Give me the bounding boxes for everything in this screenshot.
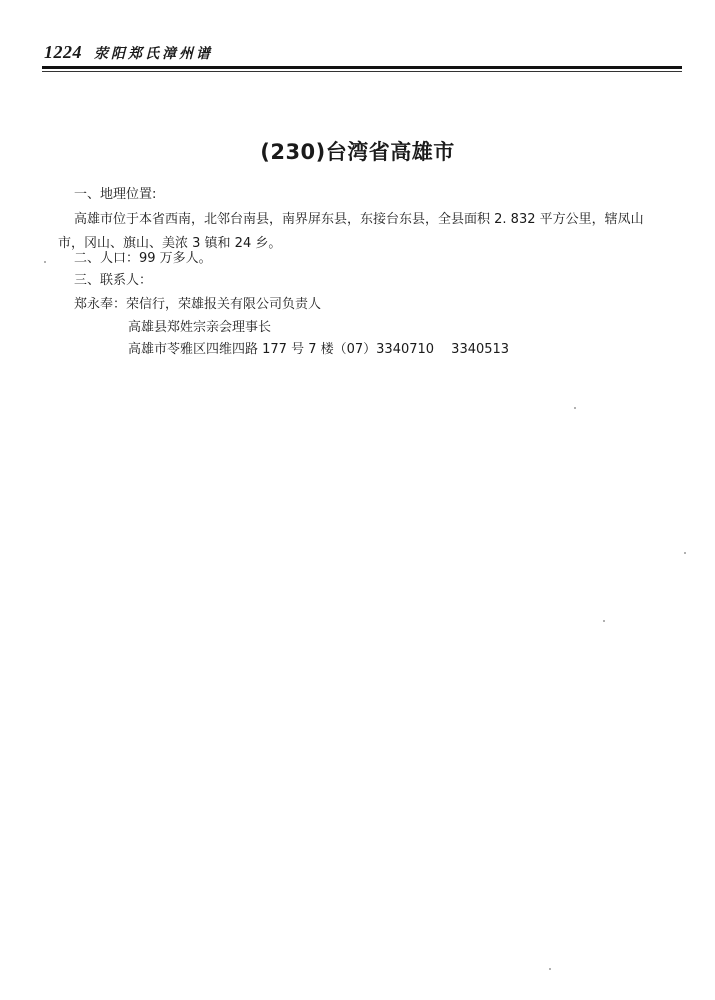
book-title: 荥阳郑氏漳州谱	[94, 46, 213, 62]
header-rule-thick	[42, 66, 682, 69]
section-title: (230)台湾省高雄市	[260, 140, 455, 164]
contacts-heading: 三、联系人：	[74, 273, 153, 288]
page-number: 1224	[44, 42, 82, 62]
header-rule-thin	[42, 71, 682, 72]
location-heading: 一、地理位置:	[74, 187, 157, 202]
scan-speck	[574, 407, 576, 409]
running-header	[44, 42, 213, 66]
location-text-line-2: 市，冈山、旗山、美浓 3 镇和 24 乡。	[58, 236, 282, 251]
contact-line-2: 高雄县郑姓宗亲会理事长	[128, 320, 272, 335]
scan-speck	[549, 968, 551, 970]
location-text-line-1: 高雄市位于本省西南，北邻台南县，南界屏东县，东接台东县，全县面积 2. 832 平方公里，辖凤山	[74, 212, 644, 227]
scan-speck	[44, 261, 46, 263]
contact-line-3: 高雄市苓雅区四维四路 177 号 7 楼（07）3340710 3340513	[128, 342, 510, 357]
contact-line-1: 郑永奉：荣信行，荣雄报关有限公司负责人	[74, 297, 322, 312]
population-line: 二、人口：99 万多人。	[74, 251, 212, 266]
scan-speck	[603, 620, 605, 622]
scan-speck	[684, 552, 686, 554]
